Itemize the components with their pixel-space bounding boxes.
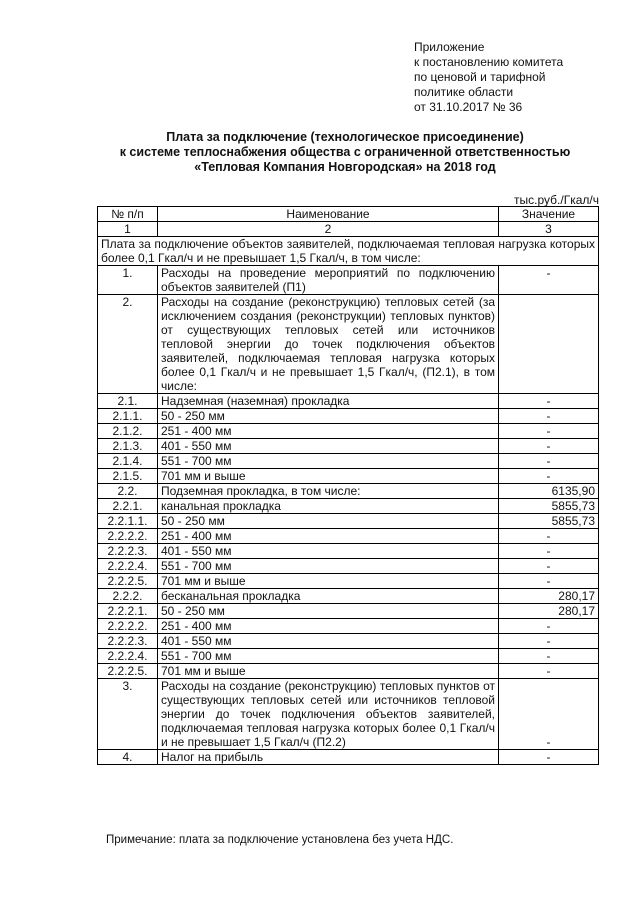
row-number: 2.1.4. [98, 454, 158, 469]
row-value: - [499, 469, 599, 484]
row-number: 1. [98, 266, 158, 295]
title-line: к системе теплоснабжения общества с ограниченной ответственностью [119, 145, 571, 159]
row-number: 2.2.2.3. [98, 634, 158, 649]
row-value: - [499, 394, 599, 409]
table-row [98, 619, 599, 634]
row-name: Расходы на создание (реконструкцию) тепловых пунктов от существующих тепловых сетей или источников тепловой энергии до точек подключения объектов заявителей, подключаемая тепловая нагрузка которых более 0,1 Гкал/ч и не превышает 1,5 Гкал/ч (П2.2) [158, 679, 499, 750]
row-value: 280,17 [499, 589, 599, 604]
row-value: - [499, 439, 599, 454]
footnote: Примечание: плата за подключение установлена без учета НДС. [106, 834, 454, 846]
row-number: 2.1. [98, 394, 158, 409]
appendix-line: от 31.10.2017 № 36 [414, 100, 523, 114]
row-name: 251 - 400 мм [158, 529, 499, 544]
table-row [98, 409, 599, 424]
table-row [98, 499, 599, 514]
row-value: - [499, 424, 599, 439]
section-title-row [98, 237, 599, 266]
appendix-block [414, 40, 563, 115]
table-row [98, 589, 599, 604]
row-value: - [499, 409, 599, 424]
row-number: 2.1.1. [98, 409, 158, 424]
row-value: - [499, 679, 599, 750]
row-name: 551 - 700 мм [158, 649, 499, 664]
row-value: 280,17 [499, 604, 599, 619]
row-number: 2.2.2.3. [98, 544, 158, 559]
row-number: 2.2.2.4. [98, 649, 158, 664]
row-number: 3. [98, 679, 158, 750]
row-number: 2.2.2.5. [98, 664, 158, 679]
row-number: 2.2.2.5. [98, 574, 158, 589]
table-row [98, 394, 599, 409]
row-value: - [499, 634, 599, 649]
table-row [98, 529, 599, 544]
table-row [98, 649, 599, 664]
row-name: 50 - 250 мм [158, 514, 499, 529]
row-name: 401 - 550 мм [158, 544, 499, 559]
table-row [98, 559, 599, 574]
table-row [98, 469, 599, 484]
row-value: - [499, 529, 599, 544]
row-number: 2.1.5. [98, 469, 158, 484]
row-number: 2.1.2. [98, 424, 158, 439]
table-row [98, 454, 599, 469]
row-value: - [499, 649, 599, 664]
table-row [98, 544, 599, 559]
tariff-table [97, 206, 599, 765]
header-row [98, 207, 599, 222]
table-row [98, 679, 599, 750]
row-name: 701 мм и выше [158, 664, 499, 679]
row-number: 4. [98, 750, 158, 765]
appendix-line: по ценовой и тарифной [414, 70, 546, 84]
table-row [98, 514, 599, 529]
appendix-line: Приложение [414, 40, 485, 54]
row-number: 2.2.1. [98, 499, 158, 514]
header-value: Значение [499, 207, 599, 222]
table-row [98, 484, 599, 499]
row-value: - [499, 454, 599, 469]
row-name: 50 - 250 мм [158, 409, 499, 424]
table-row [98, 750, 599, 765]
row-value: - [499, 544, 599, 559]
index-row [98, 222, 599, 237]
row-name: 551 - 700 мм [158, 454, 499, 469]
row-value: - [499, 266, 599, 295]
units-label: тыс.руб./Гкал/ч [514, 193, 599, 207]
row-name: Расходы на проведение мероприятий по подключению объектов заявителей (П1) [158, 266, 499, 295]
index-cell: 3 [499, 222, 599, 237]
row-name: 50 - 250 мм [158, 604, 499, 619]
index-cell: 1 [98, 222, 158, 237]
row-value [499, 295, 599, 394]
table-row [98, 604, 599, 619]
row-number: 2.2.2.2. [98, 619, 158, 634]
row-name: 251 - 400 мм [158, 424, 499, 439]
row-value: 6135,90 [499, 484, 599, 499]
header-num: № п/п [98, 207, 158, 222]
row-name: канальная прокладка [158, 499, 499, 514]
table-row [98, 424, 599, 439]
row-number: 2.2.2.2. [98, 529, 158, 544]
row-value: - [499, 574, 599, 589]
row-number: 2.1.3. [98, 439, 158, 454]
row-number: 2.2.2.4. [98, 559, 158, 574]
table-row [98, 439, 599, 454]
row-name: 701 мм и выше [158, 574, 499, 589]
header-name: Наименование [158, 207, 499, 222]
row-number: 2. [98, 295, 158, 394]
row-value: - [499, 619, 599, 634]
table-row [98, 266, 599, 295]
row-name: 401 - 550 мм [158, 439, 499, 454]
row-name: 401 - 550 мм [158, 634, 499, 649]
document-title [60, 130, 630, 175]
row-name: Налог на прибыль [158, 750, 499, 765]
title-line: «Тепловая Компания Новгородская» на 2018 год [194, 160, 496, 174]
row-value: 5855,73 [499, 499, 599, 514]
table-row [98, 664, 599, 679]
row-name: 551 - 700 мм [158, 559, 499, 574]
row-number: 2.2.2. [98, 589, 158, 604]
row-number: 2.2.1.1. [98, 514, 158, 529]
row-name: Надземная (наземная) прокладка [158, 394, 499, 409]
index-cell: 2 [158, 222, 499, 237]
section-title: Плата за подключение объектов заявителей, подключаемая тепловая нагрузка которых более 0,1 Гкал/ч и не превышает 1,5 Гкал/ч, в том числе: [98, 237, 599, 266]
appendix-line: к постановлению комитета [414, 55, 564, 69]
table-row [98, 574, 599, 589]
row-name: Расходы на создание (реконструкцию) тепловых сетей (за исключением создания (реконструкции) тепловых пунктов) от существующих тепловых сетей или источников тепловой энергии до точек подключения объектов заявителей, подключаемая тепловая нагрузка которых более 0,1 Гкал/ч и не превышает 1,5 Гкал/ч, (П2.1), в том числе: [158, 295, 499, 394]
table-row [98, 634, 599, 649]
title-line: Плата за подключение (технологическое присоединение) [166, 130, 524, 144]
row-name: бесканальная прокладка [158, 589, 499, 604]
row-name: 251 - 400 мм [158, 619, 499, 634]
row-name: 701 мм и выше [158, 469, 499, 484]
appendix-line: политике области [414, 85, 514, 99]
row-value: - [499, 559, 599, 574]
row-value: 5855,73 [499, 514, 599, 529]
row-number: 2.2.2.1. [98, 604, 158, 619]
row-name: Подземная прокладка, в том числе: [158, 484, 499, 499]
row-value: - [499, 750, 599, 765]
table-row [98, 295, 599, 394]
row-number: 2.2. [98, 484, 158, 499]
row-value: - [499, 664, 599, 679]
